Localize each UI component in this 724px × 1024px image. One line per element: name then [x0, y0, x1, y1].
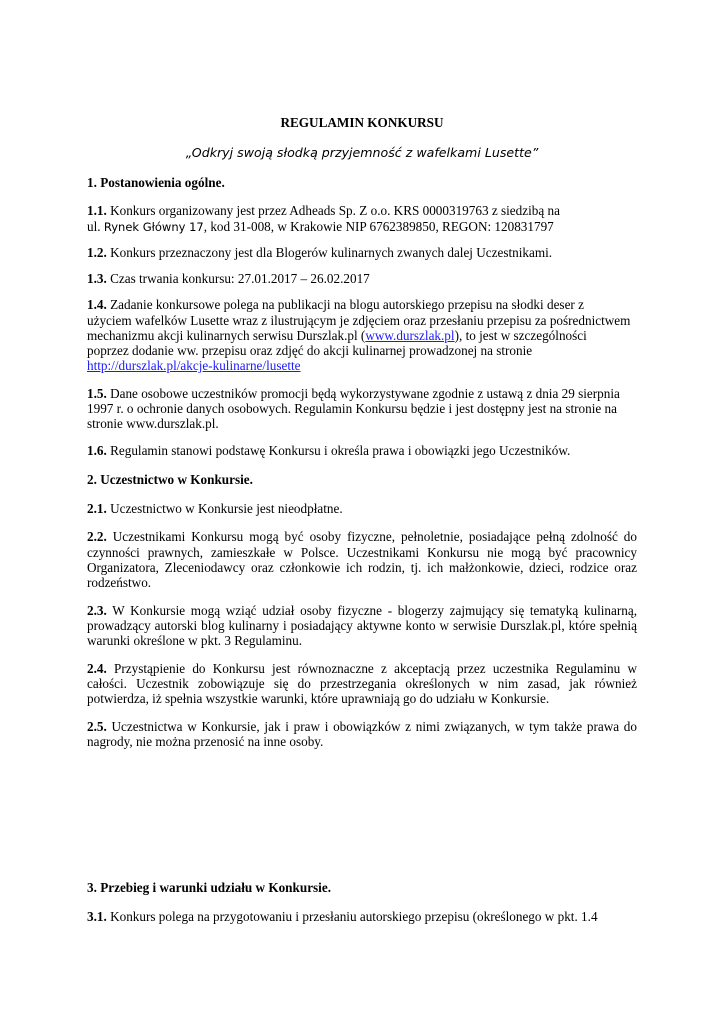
paragraph-2-4-line3: potwierdza, iż spełnia wszystkie warunki, które uprawniają go do udziału w Konkursie.	[87, 691, 550, 706]
section-3-heading: 3. Przebieg i warunki udziału w Konkursie.	[87, 880, 331, 895]
paragraph-1-1: 1.1. Konkurs organizowany jest przez Adheads Sp. Z o.o. KRS 0000319763 z siedzibą na	[87, 203, 560, 218]
lusette-action-link[interactable]: http://durszlak.pl/akcje-kulinarne/lusette	[87, 358, 301, 373]
paragraph-2-3: 2.3. W Konkursie mogą wziąć udział osoby fizyczne - blogerzy zajmujący się tematyką kulinarną,	[87, 603, 637, 618]
paragraph-1-4-line5	[87, 358, 301, 374]
paragraph-2-2: 2.2. Uczestnikami Konkursu mogą być osoby fizyczne, pełnoletnie, posiadające pełną zdolność do	[87, 529, 637, 544]
paragraph-2-2-line2: czynności prawnych, zamieszkałe w Polsce. Uczestnikami Konkursu nie mogą być pracownicy	[87, 545, 637, 560]
paragraph-1-3: 1.3. Czas trwania konkursu: 27.01.2017 – 26.02.2017	[87, 271, 370, 286]
paragraph-1-5-line3: stronie www.durszlak.pl.	[87, 416, 219, 431]
paragraph-1-4: 1.4. Zadanie konkursowe polega na publikacji na blogu autorskiego przepisu na słodki deser z	[87, 297, 584, 312]
document-subtitle: „Odkryj swoją słodką przyjemność z wafelkami Lusette”	[185, 145, 539, 160]
paragraph-2-5-line2: nagrody, nie można przenosić na inne osoby.	[87, 734, 324, 749]
durszlak-link[interactable]: www.durszlak.pl	[365, 328, 455, 343]
paragraph-2-4: 2.4. Przystąpienie do Konkursu jest równoznaczne z akceptacją przez uczestnika Regulaminu w	[87, 661, 637, 676]
paragraph-2-1: 2.1. Uczestnictwo w Konkursie jest nieodpłatne.	[87, 501, 343, 516]
paragraph-3-1: 3.1. Konkurs polega na przygotowaniu i przesłaniu autorskiego przepisu (określonego w pkt. 1.4	[87, 909, 598, 924]
paragraph-2-2-line4: rodzeństwo.	[87, 575, 152, 590]
paragraph-1-1-line2: ul. Rynek Główny 17, kod 31-008, w Krakowie NIP 6762389850, REGON: 120831797	[87, 219, 554, 234]
paragraph-1-4-line2: użyciem wafelków Lusette wraz z ilustrującym je zdjęciem oraz przesłaniu przepisu za pośrednictwem	[87, 313, 631, 328]
paragraph-2-4-line2: całości. Uczestnik zobowiązuje się do przestrzegania określonych w nim zasad, jak również	[87, 676, 637, 691]
paragraph-1-5-line2: 1997 r. o ochronie danych osobowych. Regulamin Konkursu będzie i jest dostępny jest na stronie na	[87, 401, 617, 416]
paragraph-2-3-line3: warunki określone w pkt. 3 Regulaminu.	[87, 633, 302, 648]
section-1-heading: 1. Postanowienia ogólne.	[87, 175, 225, 190]
paragraph-2-3-line2: prowadzący autorski blog kulinarny i posiadający aktywne konto w serwisie Durszlak.pl, które spełnią	[87, 618, 637, 633]
section-2-heading: 2. Uczestnictwo w Konkursie.	[87, 472, 253, 487]
paragraph-2-5: 2.5. Uczestnictwa w Konkursie, jak i praw i obowiązków z nimi związanych, w tym także prawa do	[87, 719, 637, 734]
paragraph-1-4-line4: poprzez dodanie ww. przepisu oraz zdjęć do akcji kulinarnej prowadzonej na stronie	[87, 343, 533, 358]
paragraph-1-6: 1.6. Regulamin stanowi podstawę Konkursu i określa prawa i obowiązki jego Uczestników.	[87, 443, 571, 458]
paragraph-2-2-line3: Organizatora, Zleceniodawcy oraz członkowie ich rodzin, tj. ich małżonkowie, dzieci, rodzice oraz	[87, 560, 637, 575]
paragraph-1-2: 1.2. Konkurs przeznaczony jest dla Blogerów kulinarnych zwanych dalej Uczestnikami.	[87, 245, 553, 260]
paragraph-1-5: 1.5. Dane osobowe uczestników promocji będą wykorzystywane zgodnie z ustawą z dnia 29 sierpnia	[87, 386, 620, 401]
paragraph-1-4-line3: mechanizmu akcji kulinarnych serwisu Durszlak.pl (www.durszlak.pl), to jest w szczególności	[87, 328, 587, 343]
document-title: REGULAMIN KONKURSU	[280, 115, 444, 130]
